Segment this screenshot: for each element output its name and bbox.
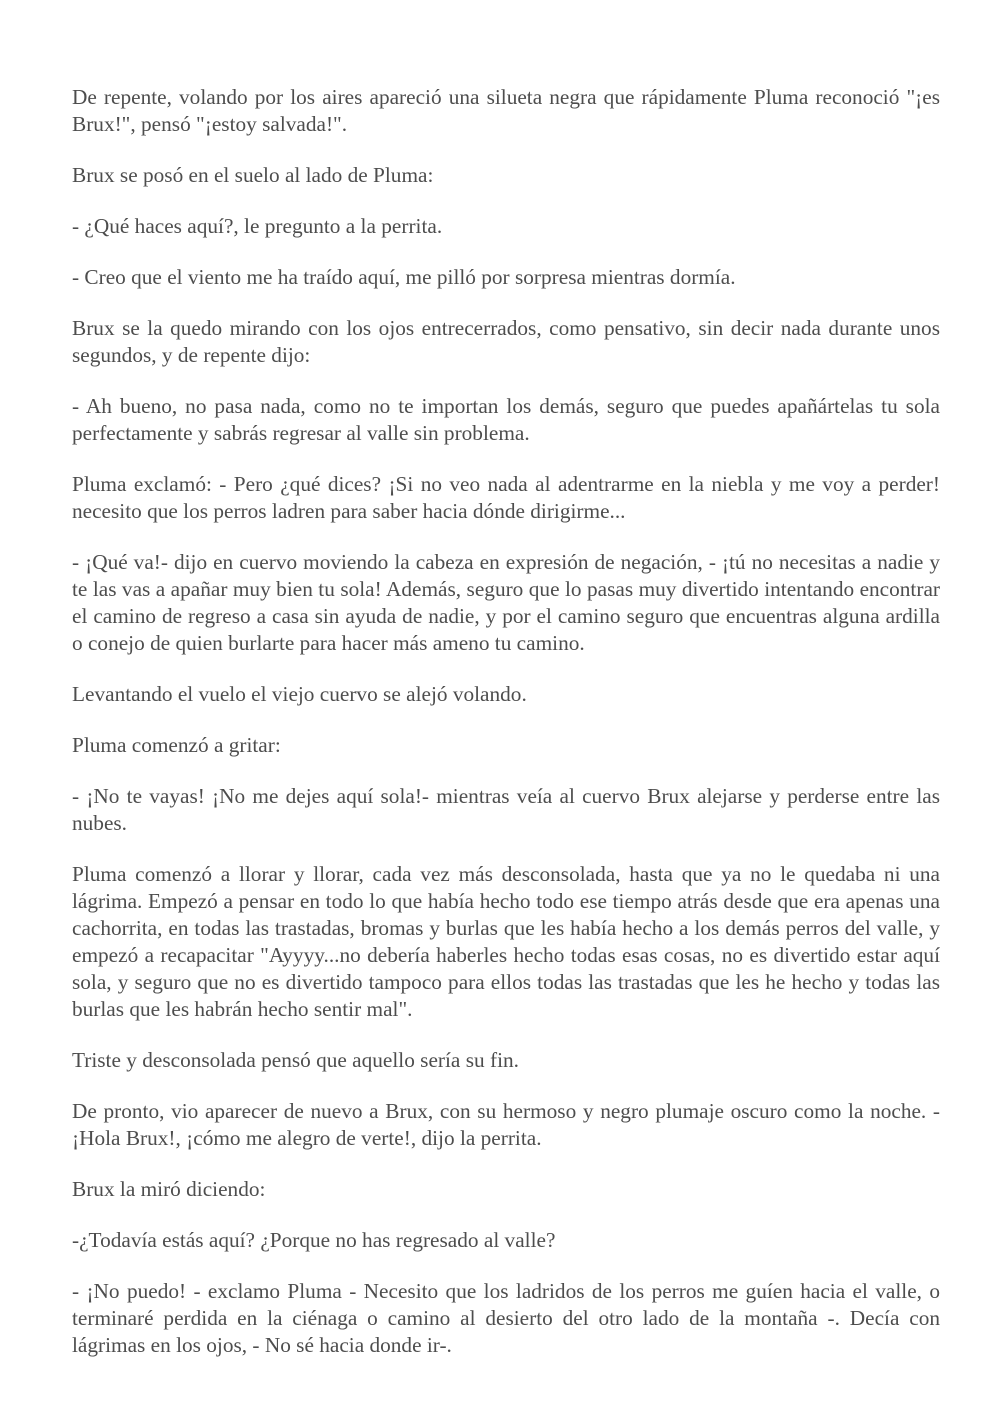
paragraph: De repente, volando por los aires apareció una silueta negra que rápidamente Pluma reconoció "¡es Brux!", pensó "¡estoy salvada!". <box>72 85 940 136</box>
paragraph: - Creo que el viento me ha traído aquí, me pilló por sorpresa mientras dormía. <box>72 265 736 289</box>
paragraph: - ¡Qué va!- dijo en cuervo moviendo la cabeza en expresión de negación, - ¡tú no necesitas a nadie y te las vas a apañar muy bien tu sola! Además, seguro que lo pasas muy divertido intentando encontrar el camino de regreso a casa sin ayuda de nadie, y por el camino seguro que encuentras alguna ardilla o conejo de quien burlarte para hacer más ameno tu camino. <box>72 550 940 655</box>
paragraph: - ¿Qué haces aquí?, le pregunto a la perrita. <box>72 214 443 238</box>
paragraph: - ¡No puedo! - exclamo Pluma - Necesito que los ladridos de los perros me guíen hacia el valle, o terminaré perdida en la ciénaga o camino al desierto del otro lado de la montaña -. Decía con lágrimas en los ojos, - No sé hacia donde ir-. <box>72 1279 940 1357</box>
paragraph: - ¡No te vayas! ¡No me dejes aquí sola!- mientras veía al cuervo Brux alejarse y perderse entre las nubes. <box>72 784 940 835</box>
paragraph: Pluma comenzó a llorar y llorar, cada vez más desconsolada, hasta que ya no le quedaba ni una lágrima. Empezó a pensar en todo lo que había hecho todo ese tiempo atrás desde que era apenas una cachorrita, en todas las trastadas, bromas y burlas que les había hecho a los demás perros del valle, y empezó a recapacitar "Ayyyy...no debería haberles hecho todas esas cosas, no es divertido estar aquí sola, y seguro que no es divertido tampoco para ellos todas las trastadas que les he hecho y todas las burlas que les habrán hecho sentir mal". <box>72 862 940 1021</box>
paragraph: De pronto, vio aparecer de nuevo a Brux, con su hermoso y negro plumaje oscuro como la noche. -¡Hola Brux!, ¡cómo me alegro de verte!, dijo la perrita. <box>72 1099 940 1150</box>
paragraph: - Ah bueno, no pasa nada, como no te importan los demás, seguro que puedes apañártelas tu sola perfectamente y sabrás regresar al valle sin problema. <box>72 394 940 445</box>
paragraph: Levantando el vuelo el viejo cuervo se alejó volando. <box>72 682 527 706</box>
paragraph: Pluma exclamó: - Pero ¿qué dices? ¡Si no veo nada al adentrarme en la niebla y me voy a perder! necesito que los perros ladren para saber hacia dónde dirigirme... <box>72 472 940 523</box>
document-page <box>72 84 940 1359</box>
paragraph: Brux la miró diciendo: <box>72 1177 266 1201</box>
paragraph: Brux se posó en el suelo al lado de Pluma: <box>72 163 434 187</box>
paragraph: Triste y desconsolada pensó que aquello sería su fin. <box>72 1048 519 1072</box>
paragraph: -¿Todavía estás aquí? ¿Porque no has regresado al valle? <box>72 1228 556 1252</box>
paragraph: Brux se la quedo mirando con los ojos entrecerrados, como pensativo, sin decir nada durante unos segundos, y de repente dijo: <box>72 316 940 367</box>
paragraph: Pluma comenzó a gritar: <box>72 733 281 757</box>
